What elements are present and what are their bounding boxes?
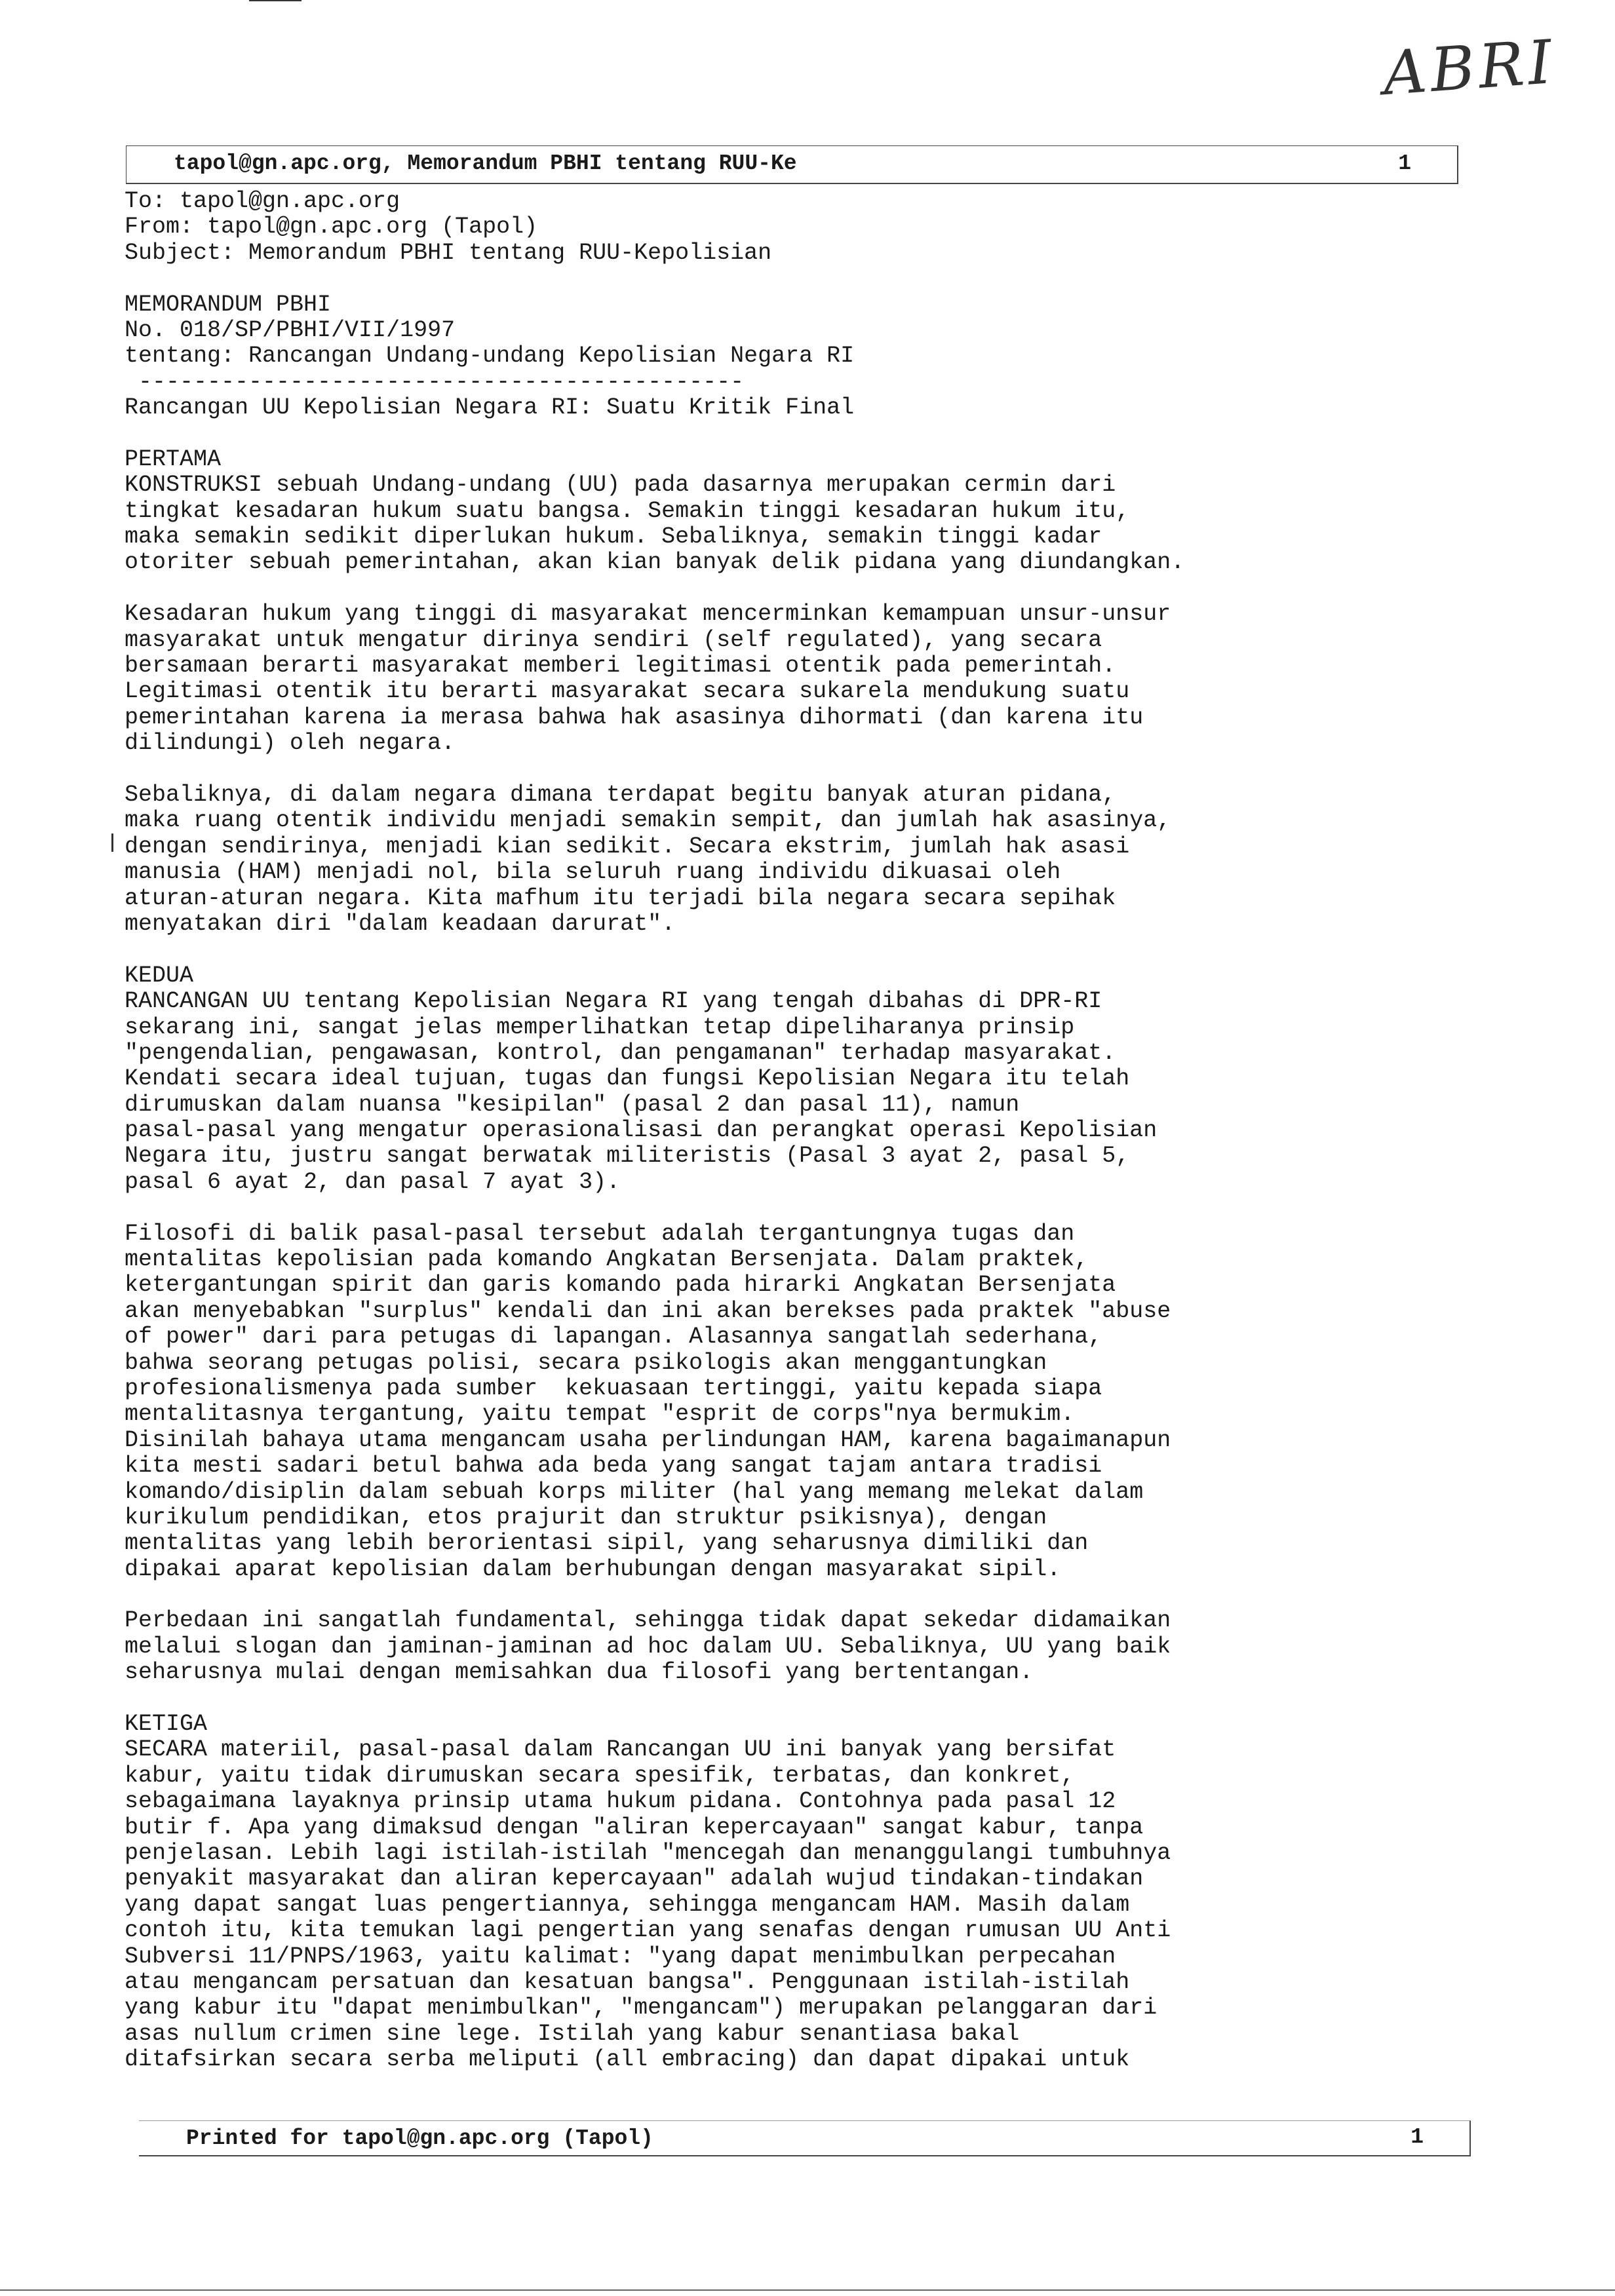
body-line: "pengendalian, pengawasan, kontrol, dan pengamanan" terhadap masyarakat. bbox=[125, 1039, 1116, 1066]
body-line bbox=[125, 1195, 1501, 1221]
print-footer bbox=[139, 2120, 1471, 2156]
header-title: tapol@gn.apc.org, Memorandum PBHI tentang RUU-Ke bbox=[174, 151, 797, 176]
body-line: of power" dari para petugas di lapangan. Alasannya sangatlah sederhana, bbox=[125, 1324, 1102, 1350]
body-line bbox=[125, 1686, 1501, 1712]
body-line: Sebaliknya, di dalam negara dimana terdapat begitu banyak aturan pidana, bbox=[125, 781, 1116, 808]
body-line: melalui slogan dan jaminan-jaminan ad hoc dalam UU. Sebaliknya, UU yang baik bbox=[125, 1633, 1171, 1660]
body-line: manusia (HAM) menjadi nol, bila seluruh ruang individu dikuasai oleh bbox=[125, 859, 1061, 886]
body-line: sekarang ini, sangat jelas memperlihatkan tetap dipeliharanya prinsip bbox=[125, 1014, 1075, 1041]
body-line: Perbedaan ini sangatlah fundamental, sehingga tidak dapat sekedar didamaikan bbox=[125, 1607, 1171, 1634]
print-header bbox=[126, 145, 1458, 184]
body-line: MEMORANDUM PBHI bbox=[125, 291, 332, 318]
body-line: PERTAMA bbox=[125, 446, 222, 472]
body-line: pasal-pasal yang mengatur operasionalisasi dan perangkat operasi Kepolisian bbox=[125, 1117, 1158, 1144]
body-line: atau mengancam persatuan dan kesatuan bangsa". Penggunaan istilah-istilah bbox=[125, 1968, 1130, 1995]
body-line: bersamaan berarti masyarakat memberi legitimasi otentik pada pemerintah. bbox=[125, 653, 1116, 679]
body-line: contoh itu, kita temukan lagi pengertian yang senafas dengan rumusan UU Anti bbox=[125, 1917, 1171, 1944]
body-line: -------------------------------------------- bbox=[125, 368, 745, 395]
body-line: komando/disiplin dalam sebuah korps militer (hal yang memang melekat dalam bbox=[125, 1478, 1144, 1505]
scan-mark bbox=[249, 0, 302, 1]
body-line: Legitimasi otentik itu berarti masyarakat secara sukarela mendukung suatu bbox=[125, 678, 1130, 705]
body-line: Kesadaran hukum yang tinggi di masyarakat mencerminkan kemampuan unsur-unsur bbox=[125, 601, 1171, 628]
body-line: KEDUA bbox=[125, 962, 194, 989]
body-line: yang dapat sangat luas pengertiannya, sehingga mengancam HAM. Masih dalam bbox=[125, 1891, 1130, 1918]
body-line: aturan-aturan negara. Kita mafhum itu terjadi bila negara secara sepihak bbox=[125, 885, 1116, 911]
body-line: mentalitasnya tergantung, yaitu tempat "esprit de corps"nya bermukim. bbox=[125, 1401, 1075, 1428]
body-line: dilindungi) oleh negara. bbox=[125, 730, 456, 757]
body-line: seharusnya mulai dengan memisahkan dua filosofi yang bertentangan. bbox=[125, 1659, 1034, 1686]
body-line: From: tapol@gn.apc.org (Tapol) bbox=[125, 214, 538, 240]
body-line: otoriter sebuah pemerintahan, akan kian banyak delik pidana yang diundangkan. bbox=[125, 549, 1185, 576]
body-line: Disinilah bahaya utama mengancam usaha perlindungan HAM, karena bagaimanapun bbox=[125, 1426, 1171, 1453]
body-line bbox=[125, 757, 1501, 782]
body-line: pemerintahan karena ia merasa bahwa hak asasinya dihormati (dan karena itu bbox=[125, 704, 1144, 731]
body-line: menyatakan diri "dalam keadaan darurat". bbox=[125, 910, 676, 937]
body-line: mentalitas kepolisian pada komando Angkatan Bersenjata. Dalam praktek, bbox=[125, 1246, 1089, 1273]
body-line: KONSTRUKSI sebuah Undang-undang (UU) pada dasarnya merupakan cermin dari bbox=[125, 472, 1116, 499]
body-line: bahwa seorang petugas polisi, secara psikologis akan menggantungkan bbox=[125, 1349, 1047, 1376]
body-line bbox=[125, 421, 1501, 447]
body-line: kabur, yaitu tidak dirumuskan secara spesifik, terbatas, dan konkret, bbox=[125, 1762, 1075, 1789]
body-line: tingkat kesadaran hukum suatu bangsa. Semakin tinggi kesadaran hukum itu, bbox=[125, 497, 1130, 524]
body-line: Rancangan UU Kepolisian Negara RI: Suatu Kritik Final bbox=[125, 394, 855, 421]
body-line bbox=[125, 576, 1501, 602]
body-line: masyarakat untuk mengatur dirinya sendiri (self regulated), yang secara bbox=[125, 626, 1102, 653]
body-line: Filosofi di balik pasal-pasal tersebut adalah tergantungnya tugas dan bbox=[125, 1220, 1075, 1247]
body-line: KETIGA bbox=[125, 1711, 208, 1738]
body-line: tentang: Rancangan Undang-undang Kepolisian Negara RI bbox=[125, 343, 855, 370]
body-line: ditafsirkan secara serba meliputi (all embracing) dan dapat dipakai untuk bbox=[125, 2046, 1130, 2073]
body-line: mentalitas yang lebih berorientasi sipil, yang seharusnya dimiliki dan bbox=[125, 1530, 1089, 1557]
body-line bbox=[125, 1582, 1501, 1608]
body-line: No. 018/SP/PBHI/VII/1997 bbox=[125, 316, 456, 343]
handwritten-note: ABRI bbox=[1380, 26, 1559, 109]
body-line: To: tapol@gn.apc.org bbox=[125, 188, 400, 214]
body-line: dirumuskan dalam nuansa "kesipilan" (pasal 2 dan pasal 11), namun bbox=[125, 1091, 1020, 1118]
body-line bbox=[125, 937, 1501, 963]
scan-mark bbox=[0, 2289, 1615, 2291]
email-body bbox=[125, 189, 1501, 2073]
body-line: ketergantungan spirit dan garis komando pada hirarki Angkatan Bersenjata bbox=[125, 1272, 1116, 1299]
body-line: maka ruang otentik individu menjadi semakin sempit, dan jumlah hak asasinya, bbox=[125, 807, 1171, 834]
body-line: penyakit masyarakat dan aliran kepercayaan" adalah wujud tindakan-tindakan bbox=[125, 1866, 1144, 1892]
footer-page-number: 1 bbox=[1411, 2125, 1424, 2149]
body-line: kita mesti sadari betul bahwa ada beda yang sangat tajam antara tradisi bbox=[125, 1453, 1102, 1480]
body-line: sebagaimana layaknya prinsip utama hukum pidana. Contohnya pada pasal 12 bbox=[125, 1788, 1116, 1815]
body-line bbox=[125, 266, 1501, 292]
body-line: yang kabur itu "dapat menimbulkan", "mengancam") merupakan pelanggaran dari bbox=[125, 1995, 1158, 2021]
header-page-number: 1 bbox=[1398, 151, 1411, 176]
body-line: akan menyebabkan "surplus" kendali dan ini akan berekses pada praktek "abuse bbox=[125, 1297, 1171, 1324]
body-line: pasal 6 ayat 2, dan pasal 7 ayat 3). bbox=[125, 1168, 621, 1195]
body-line: dengan sendirinya, menjadi kian sedikit. Secara ekstrim, jumlah hak asasi bbox=[125, 833, 1130, 860]
footer-title: Printed for tapol@gn.apc.org (Tapol) bbox=[186, 2126, 653, 2151]
body-line: maka semakin sedikit diperlukan hukum. Sebaliknya, semakin tinggi kadar bbox=[125, 524, 1102, 550]
body-line: profesionalismenya pada sumber kekuasaan tertinggi, yaitu kepada siapa bbox=[125, 1375, 1102, 1402]
body-line: kurikulum pendidikan, etos prajurit dan struktur psikisnya), dengan bbox=[125, 1504, 1047, 1531]
body-line: penjelasan. Lebih lagi istilah-istilah "mencegah dan menanggulangi tumbuhnya bbox=[125, 1840, 1171, 1866]
margin-mark bbox=[111, 833, 113, 852]
body-line: Subversi 11/PNPS/1963, yaitu kalimat: "yang dapat menimbulkan perpecahan bbox=[125, 1943, 1116, 1970]
body-line: asas nullum crimen sine lege. Istilah yang kabur senantiasa bakal bbox=[125, 2020, 1020, 2047]
body-line: SECARA materiil, pasal-pasal dalam Rancangan UU ini banyak yang bersifat bbox=[125, 1736, 1116, 1763]
body-line: Subject: Memorandum PBHI tentang RUU-Kepolisian bbox=[125, 239, 772, 266]
body-line: RANCANGAN UU tentang Kepolisian Negara RI yang tengah dibahas di DPR-RI bbox=[125, 988, 1102, 1015]
body-line: Kendati secara ideal tujuan, tugas dan fungsi Kepolisian Negara itu telah bbox=[125, 1065, 1130, 1092]
body-line: Negara itu, justru sangat berwatak militeristis (Pasal 3 ayat 2, pasal 5, bbox=[125, 1143, 1130, 1170]
body-line: dipakai aparat kepolisian dalam berhubungan dengan masyarakat sipil. bbox=[125, 1556, 1061, 1582]
body-line: butir f. Apa yang dimaksud dengan "aliran kepercayaan" sangat kabur, tanpa bbox=[125, 1814, 1144, 1841]
